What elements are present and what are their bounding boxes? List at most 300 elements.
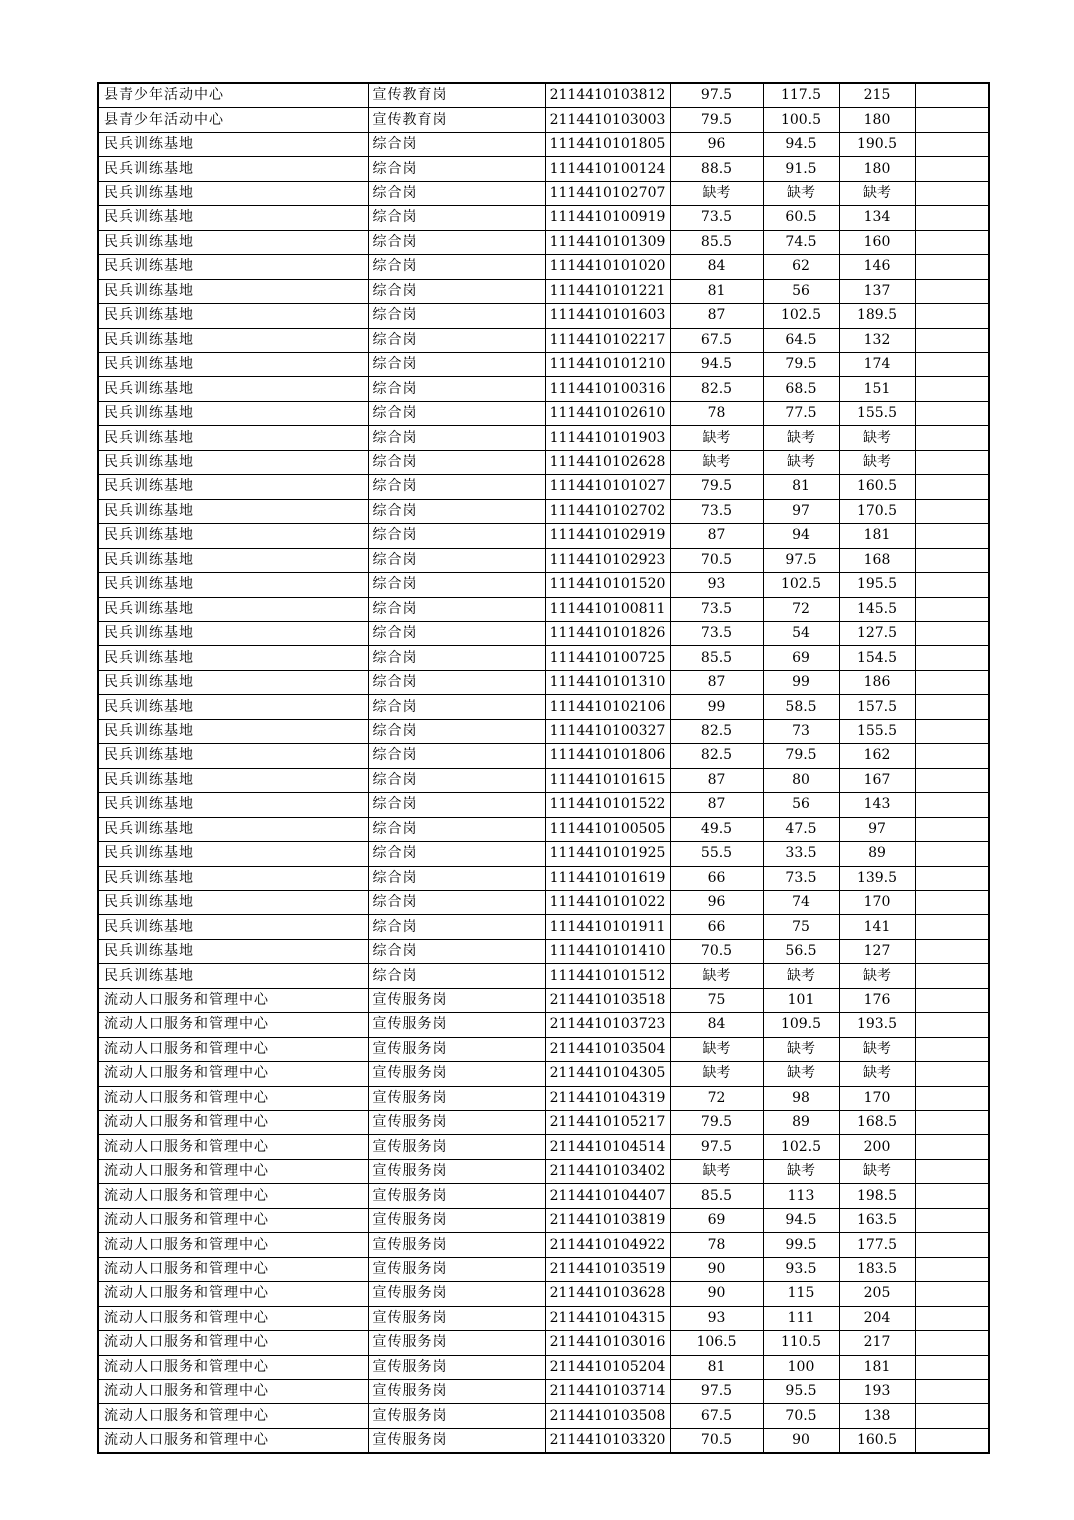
table-row	[98, 964, 989, 988]
score-2-cell: 89	[763, 1111, 839, 1135]
total-score-cell: 190.5	[839, 132, 915, 156]
exam-id-cell: 1114410101805	[545, 132, 670, 156]
note-cell	[915, 524, 989, 548]
exam-id-cell: 1114410100725	[545, 646, 670, 670]
score-2-cell: 90	[763, 1428, 839, 1453]
total-score-cell: 168.5	[839, 1111, 915, 1135]
table-row	[98, 939, 989, 963]
score-1-cell: 缺考	[670, 1159, 763, 1183]
score-1-cell: 106.5	[670, 1331, 763, 1355]
score-2-cell: 91.5	[763, 157, 839, 181]
score-1-cell: 70.5	[670, 939, 763, 963]
unit-cell: 流动人口服务和管理中心	[98, 1208, 368, 1232]
score-2-cell: 81	[763, 475, 839, 499]
exam-id-cell: 1114410100919	[545, 206, 670, 230]
score-1-cell: 79.5	[670, 1111, 763, 1135]
score-2-cell: 56	[763, 793, 839, 817]
table-row	[98, 377, 989, 401]
exam-id-cell: 1114410102106	[545, 695, 670, 719]
table-row	[98, 304, 989, 328]
exam-id-cell: 1114410101520	[545, 573, 670, 597]
score-2-cell: 102.5	[763, 573, 839, 597]
unit-cell: 民兵训练基地	[98, 524, 368, 548]
score-1-cell: 97.5	[670, 83, 763, 108]
exam-id-cell: 2114410103320	[545, 1428, 670, 1453]
exam-id-cell: 2114410105217	[545, 1111, 670, 1135]
score-2-cell: 109.5	[763, 1013, 839, 1037]
score-2-cell: 缺考	[763, 1159, 839, 1183]
unit-cell: 流动人口服务和管理中心	[98, 1306, 368, 1330]
score-1-cell: 85.5	[670, 646, 763, 670]
score-1-cell: 72	[670, 1086, 763, 1110]
score-2-cell: 56.5	[763, 939, 839, 963]
position-cell: 宣传服务岗	[368, 1208, 545, 1232]
unit-cell: 民兵训练基地	[98, 132, 368, 156]
total-score-cell: 155.5	[839, 719, 915, 743]
unit-cell: 民兵训练基地	[98, 230, 368, 254]
score-2-cell: 75	[763, 915, 839, 939]
score-1-cell: 70.5	[670, 1428, 763, 1453]
unit-cell: 流动人口服务和管理中心	[98, 1233, 368, 1257]
position-cell: 综合岗	[368, 230, 545, 254]
unit-cell: 民兵训练基地	[98, 377, 368, 401]
note-cell	[915, 939, 989, 963]
score-2-cell: 79.5	[763, 352, 839, 376]
unit-cell: 民兵训练基地	[98, 866, 368, 890]
total-score-cell: 180	[839, 108, 915, 132]
exam-id-cell: 1114410101410	[545, 939, 670, 963]
position-cell: 综合岗	[368, 328, 545, 352]
score-1-cell: 79.5	[670, 475, 763, 499]
total-score-cell: 154.5	[839, 646, 915, 670]
unit-cell: 流动人口服务和管理中心	[98, 1331, 368, 1355]
score-2-cell: 74	[763, 890, 839, 914]
exam-id-cell: 2114410103519	[545, 1257, 670, 1281]
score-2-cell: 97.5	[763, 548, 839, 572]
total-score-cell: 204	[839, 1306, 915, 1330]
position-cell: 综合岗	[368, 817, 545, 841]
total-score-cell: 143	[839, 793, 915, 817]
unit-cell: 流动人口服务和管理中心	[98, 1257, 368, 1281]
note-cell	[915, 1184, 989, 1208]
note-cell	[915, 304, 989, 328]
table-row	[98, 1208, 989, 1232]
score-2-cell: 98	[763, 1086, 839, 1110]
unit-cell: 县青少年活动中心	[98, 83, 368, 108]
unit-cell: 民兵训练基地	[98, 279, 368, 303]
note-cell	[915, 768, 989, 792]
score-1-cell: 87	[670, 768, 763, 792]
score-2-cell: 100.5	[763, 108, 839, 132]
table-row	[98, 524, 989, 548]
note-cell	[915, 842, 989, 866]
total-score-cell: 138	[839, 1404, 915, 1428]
exam-id-cell: 1114410101022	[545, 890, 670, 914]
table-row	[98, 719, 989, 743]
note-cell	[915, 377, 989, 401]
position-cell: 综合岗	[368, 646, 545, 670]
table-row	[98, 573, 989, 597]
table-row	[98, 450, 989, 474]
position-cell: 综合岗	[368, 597, 545, 621]
score-1-cell: 缺考	[670, 1062, 763, 1086]
position-cell: 综合岗	[368, 475, 545, 499]
score-2-cell: 101	[763, 988, 839, 1012]
note-cell	[915, 597, 989, 621]
total-score-cell: 155.5	[839, 401, 915, 425]
score-2-cell: 99	[763, 670, 839, 694]
unit-cell: 民兵训练基地	[98, 499, 368, 523]
exam-id-cell: 2114410103714	[545, 1380, 670, 1404]
note-cell	[915, 279, 989, 303]
unit-cell: 流动人口服务和管理中心	[98, 1135, 368, 1159]
total-score-cell: 141	[839, 915, 915, 939]
note-cell	[915, 1331, 989, 1355]
note-cell	[915, 401, 989, 425]
exam-id-cell: 1114410101522	[545, 793, 670, 817]
total-score-cell: 151	[839, 377, 915, 401]
total-score-cell: 缺考	[839, 964, 915, 988]
note-cell	[915, 1428, 989, 1453]
table-row	[98, 1037, 989, 1061]
table-row	[98, 206, 989, 230]
note-cell	[915, 108, 989, 132]
unit-cell: 流动人口服务和管理中心	[98, 1184, 368, 1208]
note-cell	[915, 646, 989, 670]
note-cell	[915, 1282, 989, 1306]
note-cell	[915, 426, 989, 450]
position-cell: 综合岗	[368, 573, 545, 597]
position-cell: 宣传服务岗	[368, 1331, 545, 1355]
exam-id-cell: 2114410103723	[545, 1013, 670, 1037]
table-row	[98, 108, 989, 132]
position-cell: 宣传教育岗	[368, 108, 545, 132]
exam-id-cell: 2114410103819	[545, 1208, 670, 1232]
note-cell	[915, 83, 989, 108]
score-2-cell: 62	[763, 255, 839, 279]
score-2-cell: 110.5	[763, 1331, 839, 1355]
unit-cell: 流动人口服务和管理中心	[98, 1111, 368, 1135]
unit-cell: 民兵训练基地	[98, 890, 368, 914]
exam-id-cell: 1114410102217	[545, 328, 670, 352]
exam-id-cell: 1114410100811	[545, 597, 670, 621]
note-cell	[915, 1380, 989, 1404]
table-row	[98, 499, 989, 523]
note-cell	[915, 866, 989, 890]
position-cell: 综合岗	[368, 621, 545, 645]
unit-cell: 县青少年活动中心	[98, 108, 368, 132]
position-cell: 综合岗	[368, 866, 545, 890]
unit-cell: 流动人口服务和管理中心	[98, 1355, 368, 1379]
total-score-cell: 170	[839, 1086, 915, 1110]
unit-cell: 民兵训练基地	[98, 328, 368, 352]
total-score-cell: 181	[839, 524, 915, 548]
exam-id-cell: 1114410102707	[545, 181, 670, 205]
position-cell: 综合岗	[368, 255, 545, 279]
score-1-cell: 78	[670, 1233, 763, 1257]
total-score-cell: 缺考	[839, 181, 915, 205]
position-cell: 综合岗	[368, 279, 545, 303]
score-2-cell: 缺考	[763, 181, 839, 205]
total-score-cell: 160.5	[839, 1428, 915, 1453]
score-2-cell: 111	[763, 1306, 839, 1330]
score-1-cell: 70.5	[670, 548, 763, 572]
table-row	[98, 132, 989, 156]
unit-cell: 流动人口服务和管理中心	[98, 1380, 368, 1404]
total-score-cell: 183.5	[839, 1257, 915, 1281]
unit-cell: 民兵训练基地	[98, 621, 368, 645]
score-2-cell: 117.5	[763, 83, 839, 108]
position-cell: 综合岗	[368, 401, 545, 425]
total-score-cell: 215	[839, 83, 915, 108]
exam-id-cell: 1114410102919	[545, 524, 670, 548]
table-row	[98, 1233, 989, 1257]
note-cell	[915, 573, 989, 597]
table-row	[98, 695, 989, 719]
position-cell: 宣传服务岗	[368, 1013, 545, 1037]
position-cell: 宣传服务岗	[368, 1159, 545, 1183]
score-1-cell: 73.5	[670, 499, 763, 523]
note-cell	[915, 1208, 989, 1232]
unit-cell: 民兵训练基地	[98, 915, 368, 939]
note-cell	[915, 206, 989, 230]
score-2-cell: 80	[763, 768, 839, 792]
unit-cell: 流动人口服务和管理中心	[98, 1037, 368, 1061]
unit-cell: 民兵训练基地	[98, 768, 368, 792]
table-row	[98, 988, 989, 1012]
position-cell: 综合岗	[368, 890, 545, 914]
total-score-cell: 176	[839, 988, 915, 1012]
table-row	[98, 817, 989, 841]
position-cell: 综合岗	[368, 670, 545, 694]
table-row	[98, 279, 989, 303]
table-row	[98, 401, 989, 425]
score-1-cell: 85.5	[670, 1184, 763, 1208]
note-cell	[915, 695, 989, 719]
score-1-cell: 55.5	[670, 842, 763, 866]
total-score-cell: 170.5	[839, 499, 915, 523]
score-2-cell: 94.5	[763, 1208, 839, 1232]
score-1-cell: 96	[670, 132, 763, 156]
exam-id-cell: 2114410103504	[545, 1037, 670, 1061]
score-2-cell: 58.5	[763, 695, 839, 719]
score-1-cell: 90	[670, 1257, 763, 1281]
position-cell: 宣传服务岗	[368, 1086, 545, 1110]
exam-id-cell: 1114410102610	[545, 401, 670, 425]
note-cell	[915, 181, 989, 205]
exam-id-cell: 1114410101903	[545, 426, 670, 450]
exam-id-cell: 1114410101310	[545, 670, 670, 694]
score-2-cell: 缺考	[763, 964, 839, 988]
score-2-cell: 77.5	[763, 401, 839, 425]
exam-id-cell: 2114410104407	[545, 1184, 670, 1208]
table-row	[98, 621, 989, 645]
unit-cell: 民兵训练基地	[98, 157, 368, 181]
score-1-cell: 75	[670, 988, 763, 1012]
exam-id-cell: 2114410104305	[545, 1062, 670, 1086]
position-cell: 综合岗	[368, 964, 545, 988]
exam-id-cell: 1114410101925	[545, 842, 670, 866]
score-1-cell: 67.5	[670, 328, 763, 352]
table-row	[98, 1380, 989, 1404]
score-1-cell: 94.5	[670, 352, 763, 376]
unit-cell: 民兵训练基地	[98, 426, 368, 450]
unit-cell: 民兵训练基地	[98, 842, 368, 866]
unit-cell: 民兵训练基地	[98, 401, 368, 425]
unit-cell: 流动人口服务和管理中心	[98, 1086, 368, 1110]
score-1-cell: 缺考	[670, 181, 763, 205]
note-cell	[915, 1355, 989, 1379]
position-cell: 综合岗	[368, 352, 545, 376]
position-cell: 综合岗	[368, 915, 545, 939]
table-row	[98, 1062, 989, 1086]
unit-cell: 民兵训练基地	[98, 206, 368, 230]
unit-cell: 民兵训练基地	[98, 817, 368, 841]
score-2-cell: 74.5	[763, 230, 839, 254]
note-cell	[915, 475, 989, 499]
table-row	[98, 1013, 989, 1037]
score-2-cell: 70.5	[763, 1404, 839, 1428]
note-cell	[915, 1037, 989, 1061]
table-row	[98, 890, 989, 914]
note-cell	[915, 670, 989, 694]
unit-cell: 民兵训练基地	[98, 793, 368, 817]
table-row	[98, 157, 989, 181]
note-cell	[915, 1257, 989, 1281]
total-score-cell: 缺考	[839, 1062, 915, 1086]
position-cell: 综合岗	[368, 157, 545, 181]
table-row	[98, 1184, 989, 1208]
score-1-cell: 82.5	[670, 377, 763, 401]
table-row	[98, 1257, 989, 1281]
score-1-cell: 90	[670, 1282, 763, 1306]
score-2-cell: 缺考	[763, 426, 839, 450]
score-1-cell: 81	[670, 1355, 763, 1379]
exam-id-cell: 2114410103812	[545, 83, 670, 108]
note-cell	[915, 1135, 989, 1159]
unit-cell: 民兵训练基地	[98, 181, 368, 205]
position-cell: 宣传服务岗	[368, 1404, 545, 1428]
total-score-cell: 174	[839, 352, 915, 376]
score-2-cell: 33.5	[763, 842, 839, 866]
note-cell	[915, 1159, 989, 1183]
exam-id-cell: 2114410103016	[545, 1331, 670, 1355]
position-cell: 综合岗	[368, 206, 545, 230]
score-2-cell: 47.5	[763, 817, 839, 841]
position-cell: 宣传教育岗	[368, 83, 545, 108]
total-score-cell: 89	[839, 842, 915, 866]
table-row	[98, 768, 989, 792]
total-score-cell: 170	[839, 890, 915, 914]
exam-id-cell: 1114410102702	[545, 499, 670, 523]
exam-id-cell: 1114410100505	[545, 817, 670, 841]
score-2-cell: 97	[763, 499, 839, 523]
unit-cell: 民兵训练基地	[98, 573, 368, 597]
total-score-cell: 127.5	[839, 621, 915, 645]
score-1-cell: 缺考	[670, 964, 763, 988]
score-1-cell: 缺考	[670, 450, 763, 474]
total-score-cell: 163.5	[839, 1208, 915, 1232]
total-score-cell: 217	[839, 1331, 915, 1355]
position-cell: 综合岗	[368, 450, 545, 474]
table-row	[98, 744, 989, 768]
score-1-cell: 78	[670, 401, 763, 425]
note-cell	[915, 1111, 989, 1135]
score-2-cell: 99.5	[763, 1233, 839, 1257]
table-row	[98, 1306, 989, 1330]
unit-cell: 民兵训练基地	[98, 548, 368, 572]
score-2-cell: 73	[763, 719, 839, 743]
score-2-cell: 72	[763, 597, 839, 621]
exam-id-cell: 2114410104319	[545, 1086, 670, 1110]
score-2-cell: 69	[763, 646, 839, 670]
unit-cell: 民兵训练基地	[98, 939, 368, 963]
position-cell: 宣传服务岗	[368, 988, 545, 1012]
score-2-cell: 94.5	[763, 132, 839, 156]
total-score-cell: 205	[839, 1282, 915, 1306]
note-cell	[915, 328, 989, 352]
unit-cell: 流动人口服务和管理中心	[98, 988, 368, 1012]
table-row	[98, 548, 989, 572]
position-cell: 综合岗	[368, 132, 545, 156]
unit-cell: 民兵训练基地	[98, 352, 368, 376]
total-score-cell: 缺考	[839, 1159, 915, 1183]
position-cell: 宣传服务岗	[368, 1257, 545, 1281]
unit-cell: 流动人口服务和管理中心	[98, 1428, 368, 1453]
score-1-cell: 69	[670, 1208, 763, 1232]
position-cell: 宣传服务岗	[368, 1233, 545, 1257]
total-score-cell: 193	[839, 1380, 915, 1404]
unit-cell: 民兵训练基地	[98, 744, 368, 768]
position-cell: 综合岗	[368, 939, 545, 963]
table-row	[98, 328, 989, 352]
total-score-cell: 167	[839, 768, 915, 792]
table-row	[98, 1355, 989, 1379]
table-row	[98, 352, 989, 376]
unit-cell: 民兵训练基地	[98, 670, 368, 694]
total-score-cell: 186	[839, 670, 915, 694]
exam-id-cell: 1114410101309	[545, 230, 670, 254]
score-2-cell: 115	[763, 1282, 839, 1306]
exam-id-cell: 1114410101027	[545, 475, 670, 499]
unit-cell: 民兵训练基地	[98, 475, 368, 499]
note-cell	[915, 719, 989, 743]
exam-id-cell: 1114410101619	[545, 866, 670, 890]
note-cell	[915, 744, 989, 768]
position-cell: 宣传服务岗	[368, 1428, 545, 1453]
unit-cell: 民兵训练基地	[98, 304, 368, 328]
note-cell	[915, 499, 989, 523]
note-cell	[915, 352, 989, 376]
score-2-cell: 56	[763, 279, 839, 303]
score-1-cell: 49.5	[670, 817, 763, 841]
exam-id-cell: 1114410102923	[545, 548, 670, 572]
total-score-cell: 181	[839, 1355, 915, 1379]
exam-id-cell: 1114410100327	[545, 719, 670, 743]
unit-cell: 民兵训练基地	[98, 695, 368, 719]
position-cell: 综合岗	[368, 524, 545, 548]
exam-id-cell: 2114410104922	[545, 1233, 670, 1257]
note-cell	[915, 1086, 989, 1110]
table-row	[98, 1282, 989, 1306]
score-table-body	[98, 83, 989, 1453]
score-1-cell: 88.5	[670, 157, 763, 181]
score-table	[97, 82, 990, 1454]
exam-id-cell: 1114410101210	[545, 352, 670, 376]
exam-id-cell: 1114410101615	[545, 768, 670, 792]
position-cell: 综合岗	[368, 842, 545, 866]
exam-id-cell: 2114410103402	[545, 1159, 670, 1183]
